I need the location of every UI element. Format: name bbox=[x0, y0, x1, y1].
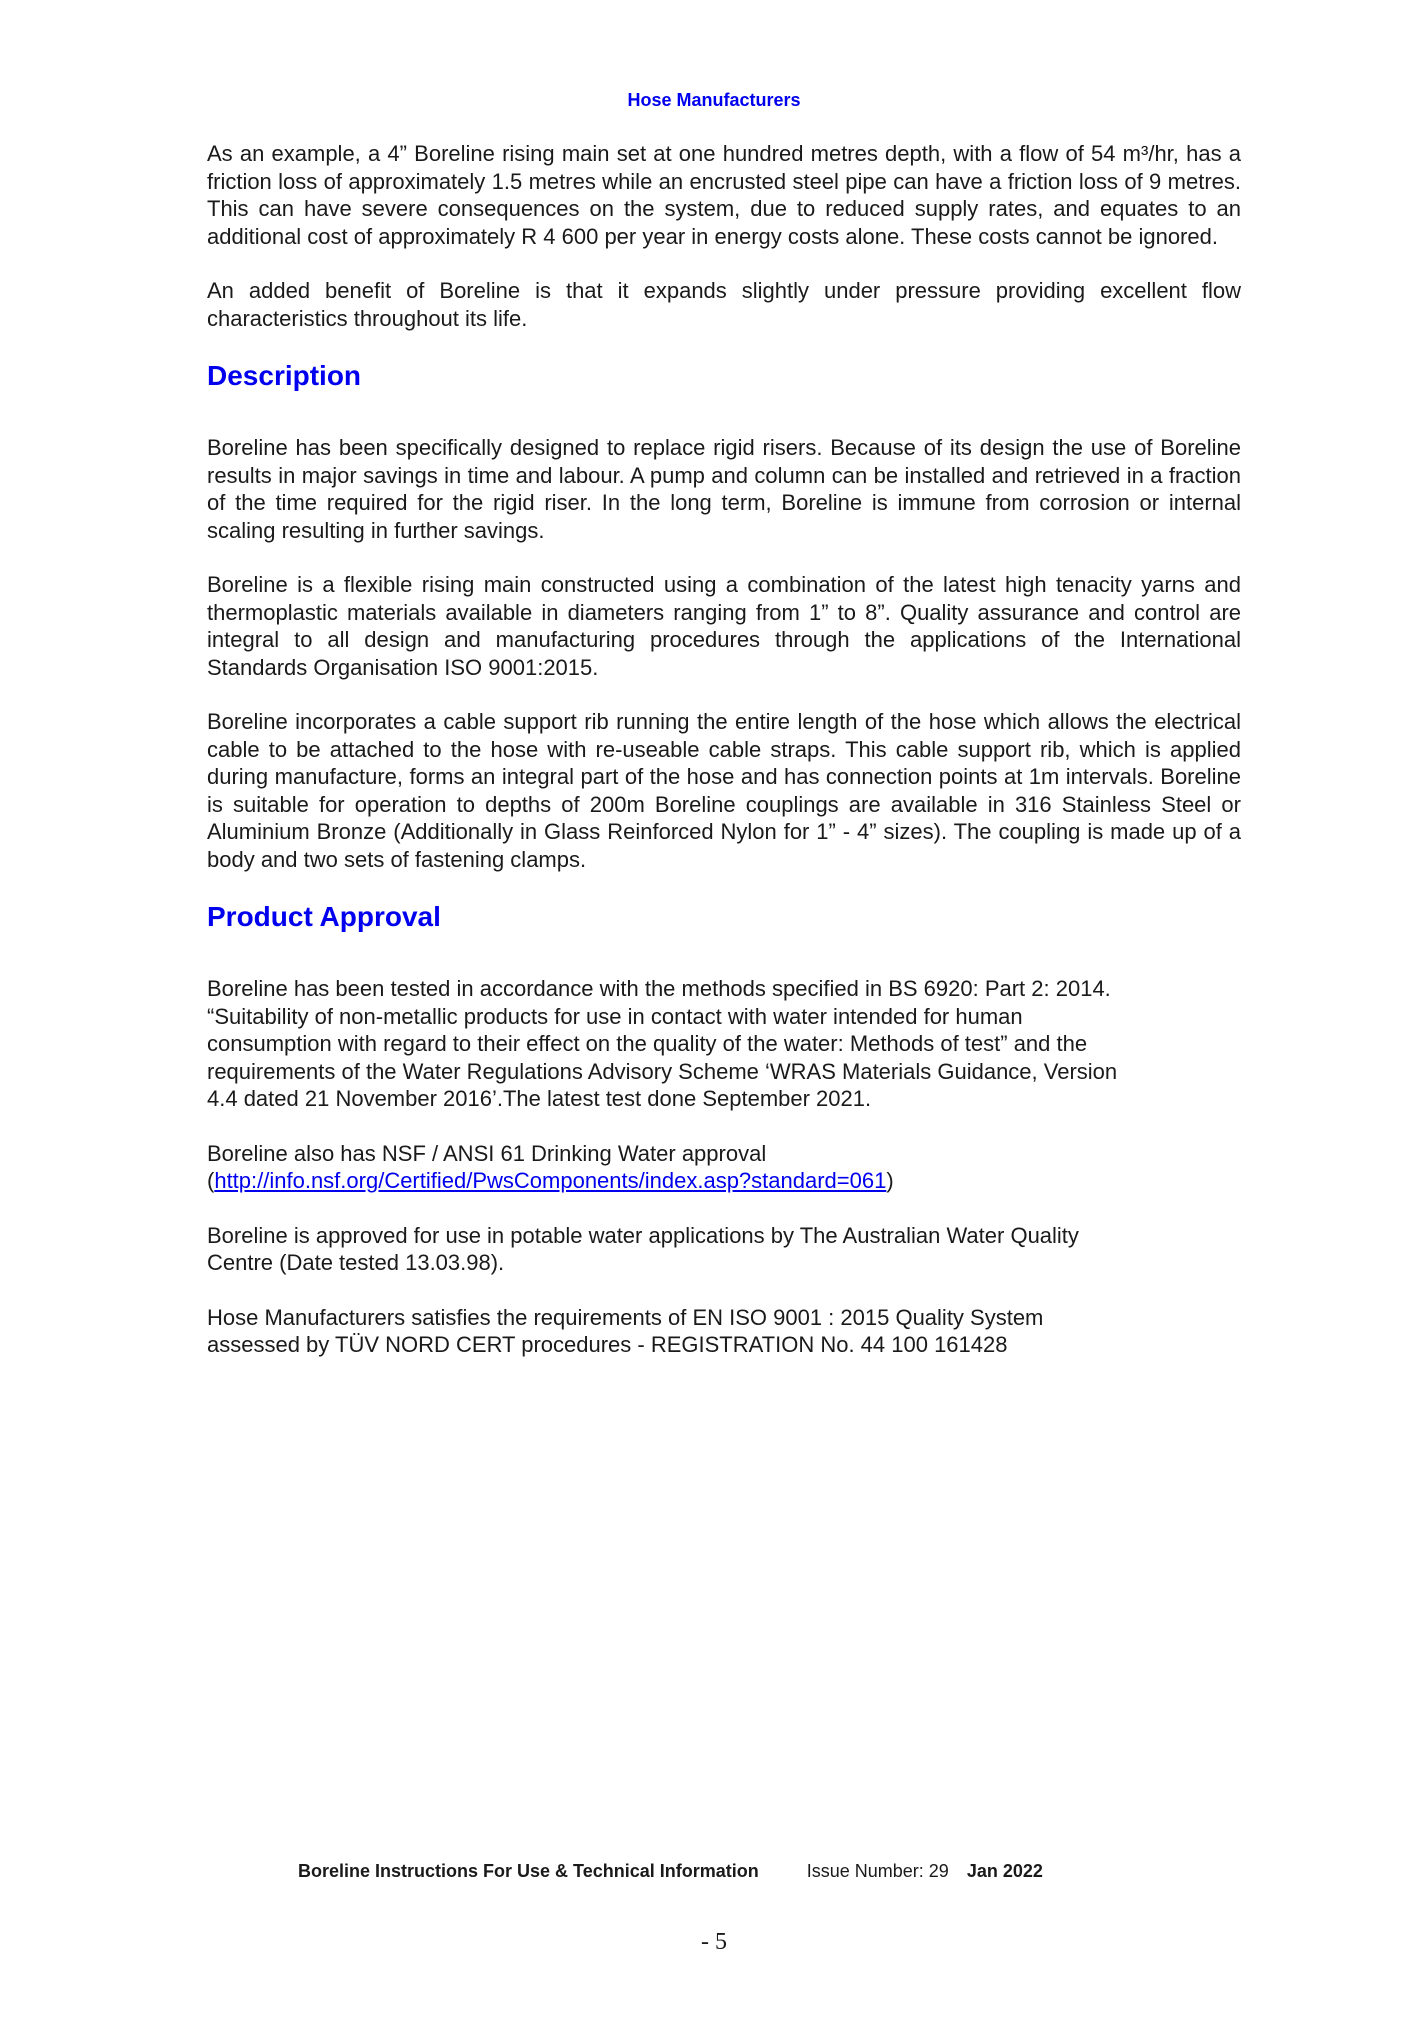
paren-close: ) bbox=[886, 1168, 894, 1193]
approval-paragraph-2 bbox=[207, 1140, 1241, 1195]
description-heading: Description bbox=[207, 360, 362, 391]
approval-p3-line: Centre (Date tested 13.03.98). bbox=[207, 1250, 505, 1275]
approval-paragraph-1 bbox=[207, 975, 1241, 1113]
approval-p1-line: Boreline has been tested in accordance with the methods specified in BS 6920: Part 2: 2014. bbox=[207, 976, 1111, 1001]
approval-paragraph-3 bbox=[207, 1222, 1241, 1277]
product-approval-heading: Product Approval bbox=[207, 901, 441, 932]
paren-open: ( bbox=[207, 1168, 215, 1193]
intro-paragraph-2: An added benefit of Boreline is that it expands slightly under pressure providing excellent flow characteristics throughout its life. bbox=[207, 278, 1241, 331]
intro-paragraph-1: As an example, a 4” Boreline rising main set at one hundred metres depth, with a flow of 54 m³/hr, has a friction loss of approximately 1.5 metres while an encrusted steel pipe can have a friction loss of 9 metres. This can have severe consequences on the system, due to reduced supply rates, and equates to an additional cost of approximately R 4 600 per year in energy costs alone. These costs cannot be ignored. bbox=[207, 141, 1241, 249]
document-body bbox=[207, 140, 1241, 1386]
approval-p1-line: 4.4 dated 21 November 2016’.The latest test done September 2021. bbox=[207, 1086, 872, 1111]
footer-document-title: Boreline Instructions For Use & Technical Information bbox=[298, 1861, 759, 1881]
approval-paragraph-4 bbox=[207, 1304, 1241, 1359]
nsf-certification-link[interactable]: http://info.nsf.org/Certified/PwsComponents/index.asp?standard=061 bbox=[214, 1168, 887, 1193]
description-paragraph-2: Boreline is a flexible rising main constructed using a combination of the latest high tenacity yarns and thermoplastic materials available in diameters ranging from 1” to 8”. Quality assurance and control are integral to all design and manufacturing procedures through the applications of the International Standards Organisation ISO 9001:2015. bbox=[207, 572, 1241, 680]
footer-date: Jan 2022 bbox=[966, 1861, 1043, 1881]
approval-p3-line: Boreline is approved for use in potable water applications by The Australian Water Quality bbox=[207, 1222, 1079, 1248]
description-paragraph-3: Boreline incorporates a cable support rib running the entire length of the hose which allows the electrical cable to be attached to the hose with re-useable cable straps. This cable support rib, which is applied during manufacture, forms an integral part of the hose and has connection points at 1m intervals. Boreline is suitable for operation to depths of 200m Boreline couplings are available in 316 Stainless Steel or Aluminium Bronze (Additionally in Glass Reinforced Nylon for 1” - 4” sizes). The coupling is made up of a body and two sets of fastening clamps. bbox=[207, 709, 1241, 872]
approval-p4-line: Hose Manufacturers satisfies the requirements of EN ISO 9001 : 2015 Quality System bbox=[207, 1304, 1044, 1330]
approval-p1-line: “Suitability of non-metallic products for use in contact with water intended for human bbox=[207, 1003, 1023, 1029]
footer-issue-number: Issue Number: 29 bbox=[806, 1861, 949, 1881]
description-paragraph-1: Boreline has been specifically designed to replace rigid risers. Because of its design the use of Boreline results in major savings in time and labour. A pump and column can be installed and retrieved in a fraction of the time required for the rigid riser. In the long term, Boreline is immune from corrosion or internal scaling resulting in further savings. bbox=[207, 435, 1241, 543]
nsf-approval-text: Boreline also has NSF / ANSI 61 Drinking Water approval bbox=[207, 1140, 767, 1166]
page-footer bbox=[298, 1861, 1043, 1882]
page-header: Hose Manufacturers bbox=[627, 90, 801, 110]
approval-p4-line: assessed by TÜV NORD CERT procedures - REGISTRATION No. 44 100 161428 bbox=[207, 1332, 1008, 1357]
page-number: - 5 bbox=[701, 1929, 727, 1955]
approval-p1-line: consumption with regard to their effect on the quality of the water: Methods of test” and the bbox=[207, 1031, 1088, 1056]
approval-p1-line: requirements of the Water Regulations Advisory Scheme ‘WRAS Materials Guidance, Version bbox=[207, 1058, 1118, 1084]
